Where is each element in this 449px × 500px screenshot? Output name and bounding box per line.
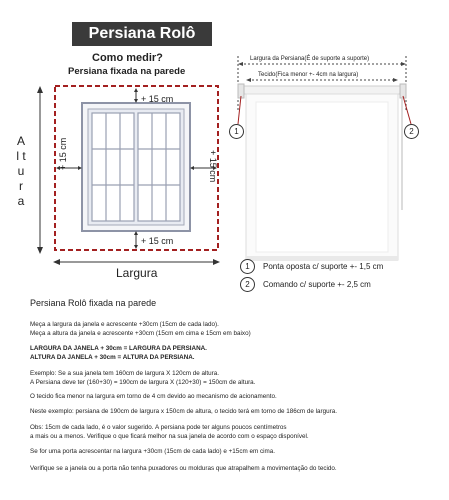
marker-2: 2 [404, 124, 419, 139]
note-line: A Persiana deve ter (160+30) = 190cm de largura X (120+30) = 150cm de altura. [30, 379, 256, 386]
notes-block-8 [30, 464, 449, 473]
note-line: O tecido fica menor na largura em torno de 4 cm devido ao mecanismo de acionamento. [30, 393, 277, 400]
right-margin-label: + 15 cm [208, 150, 218, 183]
height-label: A l t u r a [16, 134, 26, 208]
page-title: Persiana Rolô [88, 25, 196, 42]
notes-block-1 [30, 320, 449, 338]
notes-block-2 [30, 344, 449, 362]
notes-block-5 [30, 407, 449, 416]
legend-item-2 [240, 277, 371, 292]
pointer-2 [403, 96, 411, 124]
notes-block-7 [30, 447, 449, 456]
notes-title: Persiana Rolô fixada na parede [30, 298, 157, 308]
notes-block-4 [30, 392, 449, 401]
note-line: Meça a largura da janela e acrescente +30cm (15cm de cada lado). [30, 321, 219, 328]
subtitle: Persiana fixada na parede [68, 66, 186, 77]
legend-text-2: Comando c/ suporte +- 2,5 cm [263, 280, 371, 289]
roller-tube [240, 86, 404, 94]
note-line: ALTURA DA JANELA + 30cm = ALTURA DA PERSIANA. [30, 354, 195, 361]
note-line: LARGURA DA JANELA + 30cm = LARGURA DA PERSIANA. [30, 345, 207, 352]
note-line: Neste exemplo: persiana de 190cm de largura x 150cm de altura, o tecido terá em torno de 186cm de largura. [30, 408, 337, 415]
note-line: Se for uma porta acrescentar na largura +30cm (15cm de cada lado) e +15cm em cima. [30, 448, 275, 455]
left-margin-label: + 15 cm [58, 137, 68, 170]
legend-text-1: Ponta oposta c/ suporte +- 1,5 cm [263, 262, 384, 271]
note-line: Verifique se a janela ou a porta não tenha puxadores ou molduras que atrapalhem a movimentação do tecido. [30, 465, 337, 472]
note-line: Obs: 15cm de cada lado, é o valor sugerido. A persiana pode ter alguns poucos centímetros [30, 424, 287, 431]
bottom-margin-label: + 15 cm [141, 236, 174, 246]
notes-block-3 [30, 369, 449, 387]
notes-block-6 [30, 423, 449, 441]
note-line: Meça a altura da janela e acrescente +30cm (15cm em cima e 15cm em baixo) [30, 330, 251, 337]
top-margin-label: + 15 cm [141, 94, 174, 104]
note-line: a mais ou a menos. Verifique o que ficará melhor na sua janela de acordo com o espaço disponível. [30, 433, 309, 440]
width-label: Largura [116, 266, 158, 280]
question-heading: Como medir? [92, 52, 163, 64]
legend-number-1: 1 [240, 259, 255, 274]
legend-number-2: 2 [240, 277, 255, 292]
marker-1: 1 [229, 124, 244, 139]
legend-item-1 [240, 259, 383, 274]
fabric-label: Tecido(Fica menor +- 4cm na largura) [258, 72, 359, 78]
blind-width-label: Largura da Persiana(É de suporte a suporte) [250, 56, 370, 62]
note-line: Exemplo: Se a sua janela tem 160cm de largura X 120cm de altura. [30, 370, 220, 377]
